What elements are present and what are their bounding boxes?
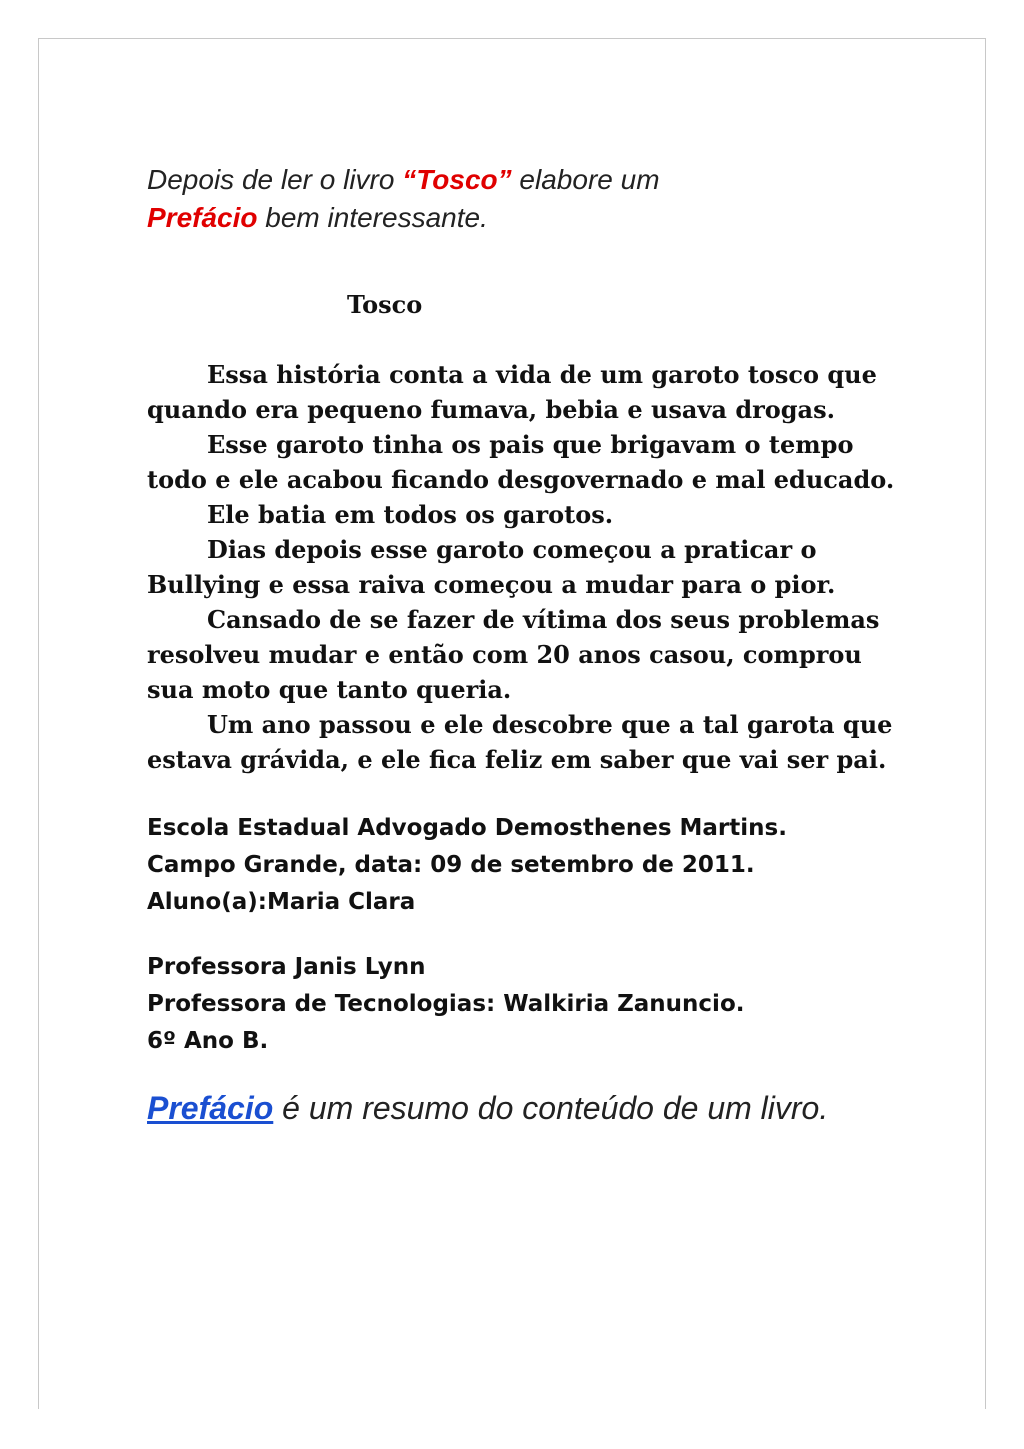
story-title: Tosco [347,290,423,319]
student-name: Aluno(a):Maria Clara [147,889,416,915]
footer-spacer [147,921,907,949]
instruction-part3: bem interessante. [257,202,488,233]
story-paragraph: Dias depois esse garoto começou a praticar o Bullying e essa raiva começou a mudar para o pior. [147,535,836,599]
grade: 6º Ano B. [147,1028,269,1054]
document-page [38,38,986,1409]
page-content [147,161,907,1128]
story-paragraph: Um ano passou e ele descobre que a tal garota que estava grávida, e ele fica feliz em saber que vai ser pai. [147,710,893,774]
tech-teacher-name: Professora de Tecnologias: Walkiria Zanuncio. [147,991,745,1017]
story-section [147,287,907,777]
instruction-keyword: Prefácio [147,202,258,233]
prefacio-link[interactable]: Prefácio [147,1090,274,1126]
definition-text: é um resumo do conteúdo de um livro. [273,1090,829,1126]
definition-note [147,1088,907,1128]
story-paragraph: Ele batia em todos os garotos. [207,500,614,529]
story-paragraph: Cansado de se fazer de vítima dos seus problemas resolveu mudar e então com 20 anos casou, comprou sua moto que tanto queria. [147,605,880,704]
story-paragraph: Esse garoto tinha os pais que brigavam o tempo todo e ele acabou ficando desgovernado e mal educado. [147,430,895,494]
teacher-name: Professora Janis Lynn [147,954,426,980]
city-date: Campo Grande, data: 09 de setembro de 2011. [147,852,755,878]
footer-info [147,810,907,1060]
story-paragraph: Essa história conta a vida de um garoto tosco que quando era pequeno fumava, bebia e usava drogas. [147,360,877,424]
book-title: “Tosco” [402,164,512,195]
story-body [147,357,907,777]
instruction-text [147,161,907,237]
school-name: Escola Estadual Advogado Demosthenes Martins. [147,815,787,841]
instruction-part1: Depois de ler o livro [147,164,403,195]
instruction-part2: elabore um [511,164,660,195]
